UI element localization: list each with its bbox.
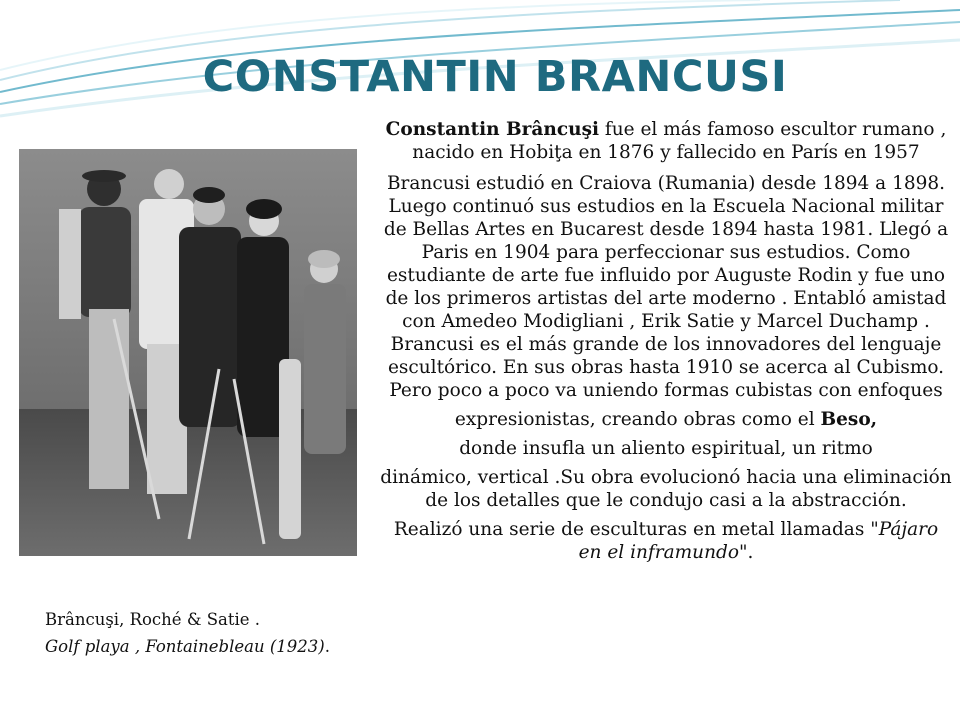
bio-part2-before: expresionistas, creando obras como el [454, 409, 821, 430]
slide-title: CONSTANTIN BRANCUSI [202, 52, 788, 102]
bio-part2-line [380, 408, 952, 431]
bio-paragraph [380, 172, 952, 402]
caption-line1: Brâncuşi, Roché & Satie . [45, 610, 261, 629]
historic-photograph [19, 149, 357, 556]
bio-part4-line: dinámico, vertical .Su obra evolucionó hacia una eliminación de los detalles que le condujo casi a la abstracción. [380, 467, 952, 511]
closing-paragraph [380, 518, 952, 564]
caption-italic: Golf playa , Fontainebleau (1923) [45, 637, 325, 656]
artist-name: Constantin Brâncuşi [385, 119, 600, 140]
biography-text [380, 118, 952, 564]
intro-paragraph [380, 118, 952, 164]
photo-caption [45, 606, 345, 660]
closing-after: ". [739, 542, 754, 563]
bio-part2-bold: Beso, [820, 409, 878, 430]
closing-italic: Pájaro en el inframundo [578, 519, 939, 563]
intro-text: fue el más famoso escultor rumano , nacido en Hobiţa en 1876 y fallecido en París en 1957 [412, 119, 947, 163]
bio-part1: Brancusi estudió en Craiova (Rumania) desde 1894 a 1898. Luego continuó sus estudios en la Escuela Nacional militar de Bellas Artes en Bucarest desde 1894 hasta 1981. Llegó a Paris en 1904 para perfeccionar sus estudios. Como estudiante de arte fue influido por Auguste Rodin y fue uno de los primeros artistas del arte moderno . Entabló amistad con Amedeo Modigliani , Erik Satie y Marcel Duchamp . Brancusi es el más grande de los innovadores del lenguaje escultórico. En sus obras hasta 1910 se acerca al Cubismo. Pero poco a poco va uniendo formas cubistas con enfoques [383, 173, 949, 401]
closing-before: Realizó una serie de esculturas en metal llamadas " [393, 519, 879, 540]
caption-end: . [324, 637, 330, 656]
bio-part3-line: donde insufla un aliento espiritual, un ritmo [459, 438, 873, 459]
